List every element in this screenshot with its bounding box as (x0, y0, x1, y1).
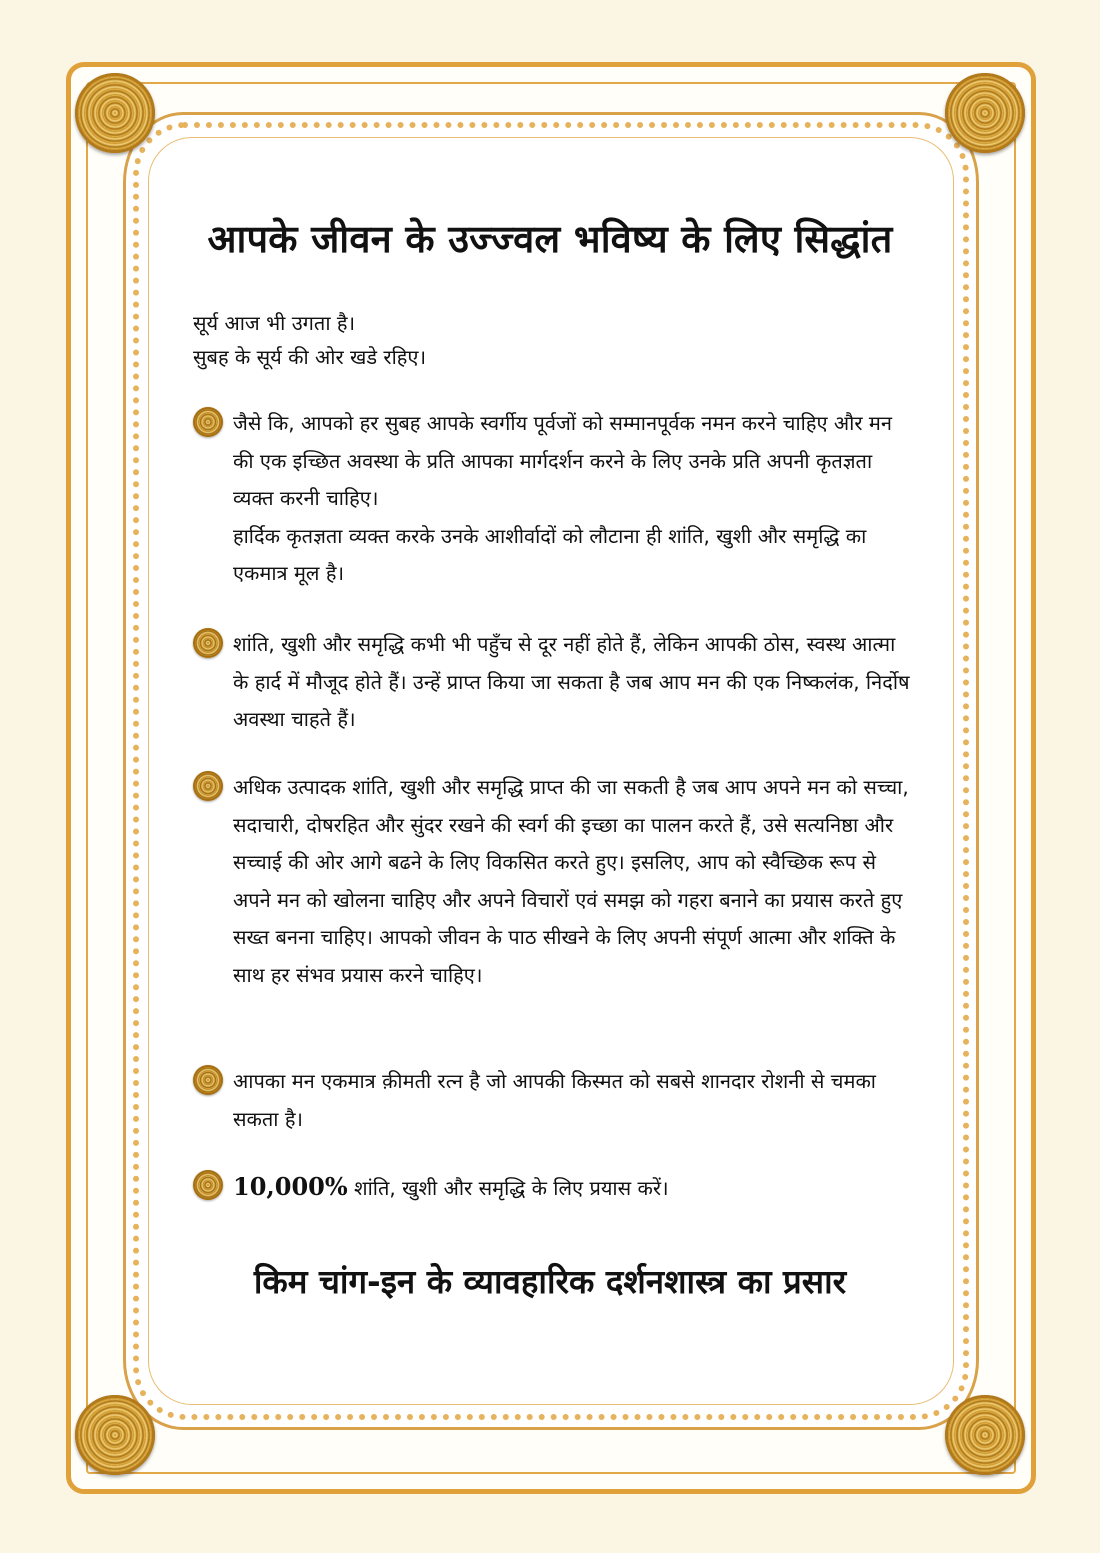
intro-line-2: सुबह के सूर्य की ओर खडे रहिए। (193, 345, 427, 369)
principle-text: शांति, खुशी और समृद्धि के लिए प्रयास करें। (347, 1176, 669, 1200)
gold-coin-bullet-icon (193, 771, 223, 801)
gold-medallion-bottom-left (75, 1395, 155, 1475)
principle-item-2 (193, 626, 915, 739)
intro-text (193, 306, 913, 374)
principle-text: आपका मन एकमात्र क़ीमती रत्न है जो आपकी किस्मत को सबसे शानदार रोशनी से चमका सकता है। (233, 1069, 876, 1131)
gold-medallion-top-left (75, 73, 155, 153)
principle-text: अधिक उत्पादक शांति, खुशी और समृद्धि प्राप्त की जा सकती है जब आप अपने मन को सच्चा, सदाचारी, दोषरहित और सुंदर रखने की स्वर्ग की इच्छा का पालन करते हैं, उसे सत्यनिष्ठा और सच्चाई की ओर आगे बढने के लिए विकसित करते हुए। इसलिए, आप को स्वैच्छिक रूप से अपने मन को खोलना चाहिए और अपने विचारों एवं समझ को गहरा बनाने का प्रयास करते हुए सख्त बनना चाहिए। आपको जीवन के पाठ सीखने के लिए अपनी संपूर्ण आत्मा और शक्ति के साथ हर संभव प्रयास करने चाहिए। (233, 775, 909, 987)
gold-medallion-bottom-right (945, 1395, 1025, 1475)
gold-coin-bullet-icon (193, 1170, 223, 1200)
principle-item-3 (193, 769, 915, 994)
principle-text-continued: हार्दिक कृतज्ञता व्यक्त करके उनके आशीर्वादों को लौटाना ही शांति, खुशी और समृद्धि का एकमात्र मूल है। (233, 523, 867, 585)
gold-coin-bullet-icon (193, 1065, 223, 1095)
gold-coin-bullet-icon (193, 407, 223, 437)
gold-coin-bullet-icon (193, 628, 223, 658)
principle-text: जैसे कि, आपको हर सुबह आपके स्वर्गीय पूर्वजों को सम्मानपूर्वक नमन करने चाहिए और मन की एक इच्छित अवस्था के प्रति आपका मार्गदर्शन करने के लिए उनके प्रति अपनी कृतज्ञता व्यक्त करनी चाहिए। (233, 411, 892, 510)
intro-line-1: सूर्य आज भी उगता है। (193, 311, 356, 335)
principle-item-5 (193, 1168, 915, 1208)
principle-text: शांति, खुशी और समृद्धि कभी भी पहुँच से दूर नहीं होते हैं, लेकिन आपकी ठोस, स्वस्थ आत्मा के हार्द में मौजूद होते हैं। उन्हें प्राप्त किया जा सकता है जब आप मन की एक निष्कलंक, निर्दोष अवस्था चाहते हैं। (233, 632, 910, 731)
percentage-figure: 10,000% (233, 1172, 348, 1201)
gold-medallion-top-right (945, 73, 1025, 153)
page-title: आपके जीवन के उज्ज्वल भविष्य के लिए सिद्धांत (207, 217, 893, 261)
principle-item-4 (193, 1063, 915, 1138)
footer-tagline: किम चांग-इन के व्यावहारिक दर्शनशास्त्र का प्रसार (253, 1262, 847, 1301)
principle-item-1 (193, 405, 915, 593)
